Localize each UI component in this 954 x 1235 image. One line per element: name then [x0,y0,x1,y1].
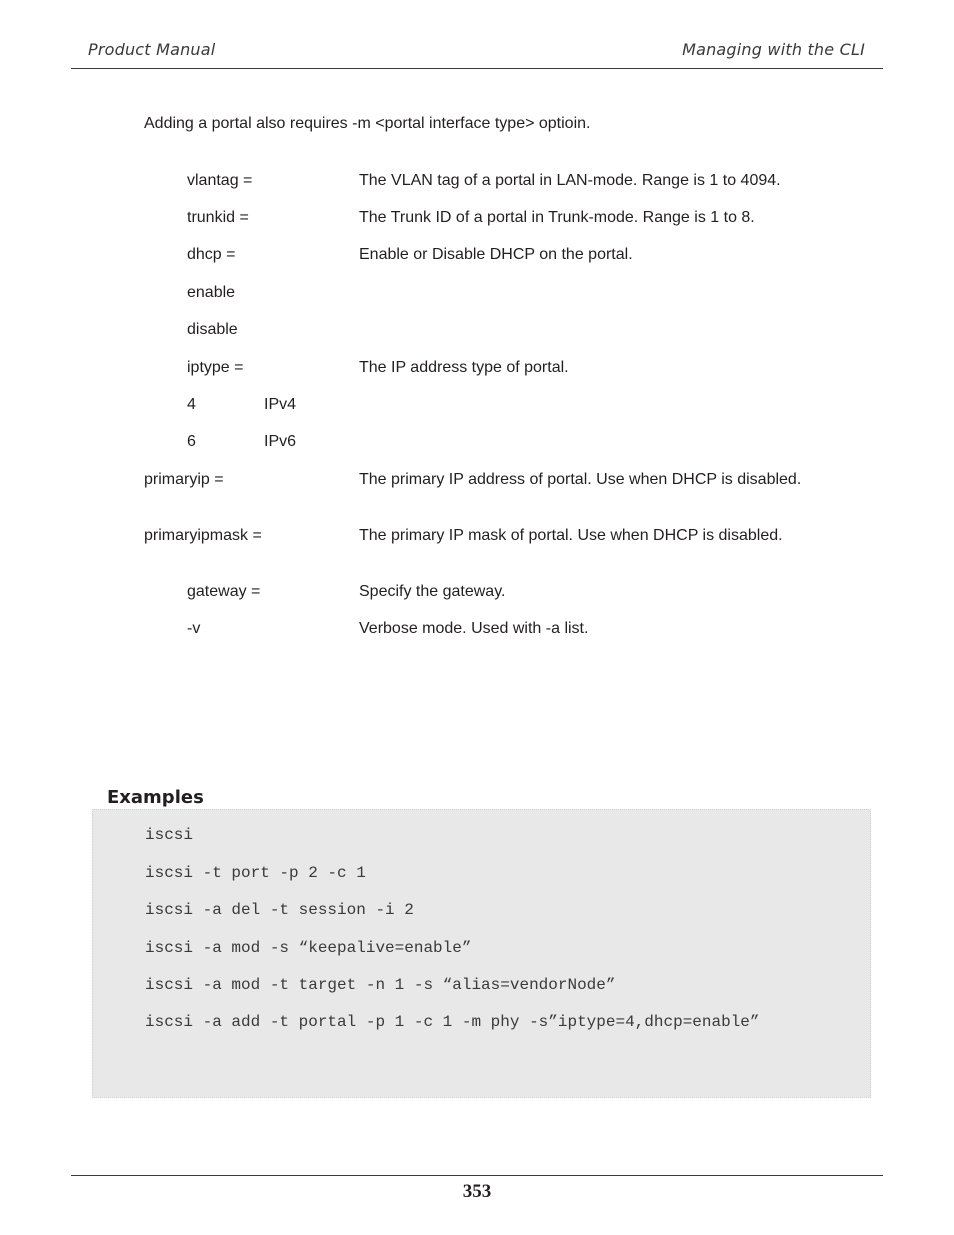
param-description: Specify the gateway. [359,583,506,600]
code-line: iscsi -a del -t session -i 2 [145,901,414,919]
param-name: iptype = [187,359,244,376]
header-rule [71,68,883,69]
param-name: -v [187,620,201,637]
page-number: 353 [462,1181,492,1202]
param-name: primaryipmask = [144,527,262,544]
param-option: disable [187,321,238,338]
examples-heading: Examples [107,787,204,808]
param-name: primaryip = [144,471,224,488]
param-description: The primary IP address of portal. Use when DHCP is disabled. [359,471,802,488]
code-line: iscsi -t port -p 2 -c 1 [145,864,366,882]
param-description: The VLAN tag of a portal in LAN-mode. Range is 1 to 4094. [359,172,781,189]
footer-rule [71,1175,883,1176]
param-name: dhcp = [187,246,236,263]
header-section-title: Managing with the CLI [682,40,865,59]
code-line: iscsi -a add -t portal -p 1 -c 1 -m phy -s”iptype=4,dhcp=enable” [145,1013,760,1031]
code-line: iscsi [145,826,194,844]
param-option-value: IPv6 [264,433,297,450]
param-option: 6 [187,433,196,450]
param-option: 4 [187,396,196,413]
param-description: The Trunk ID of a portal in Trunk-mode. Range is 1 to 8. [359,209,755,226]
header-product-manual: Product Manual [88,40,216,59]
intro-paragraph: Adding a portal also requires -m <portal interface type> optioin. [144,115,591,132]
param-description: The primary IP mask of portal. Use when DHCP is disabled. [359,527,783,544]
param-name: trunkid = [187,209,249,226]
param-option: enable [187,284,236,301]
param-description: Enable or Disable DHCP on the portal. [359,246,633,263]
code-line: iscsi -a mod -t target -n 1 -s “alias=vendorNode” [145,976,616,994]
param-name: vlantag = [187,172,253,189]
code-line: iscsi -a mod -s “keepalive=enable” [145,939,472,957]
param-name: gateway = [187,583,261,600]
param-description: The IP address type of portal. [359,359,569,376]
param-option-value: IPv4 [264,396,297,413]
param-description: Verbose mode. Used with -a list. [359,620,589,637]
